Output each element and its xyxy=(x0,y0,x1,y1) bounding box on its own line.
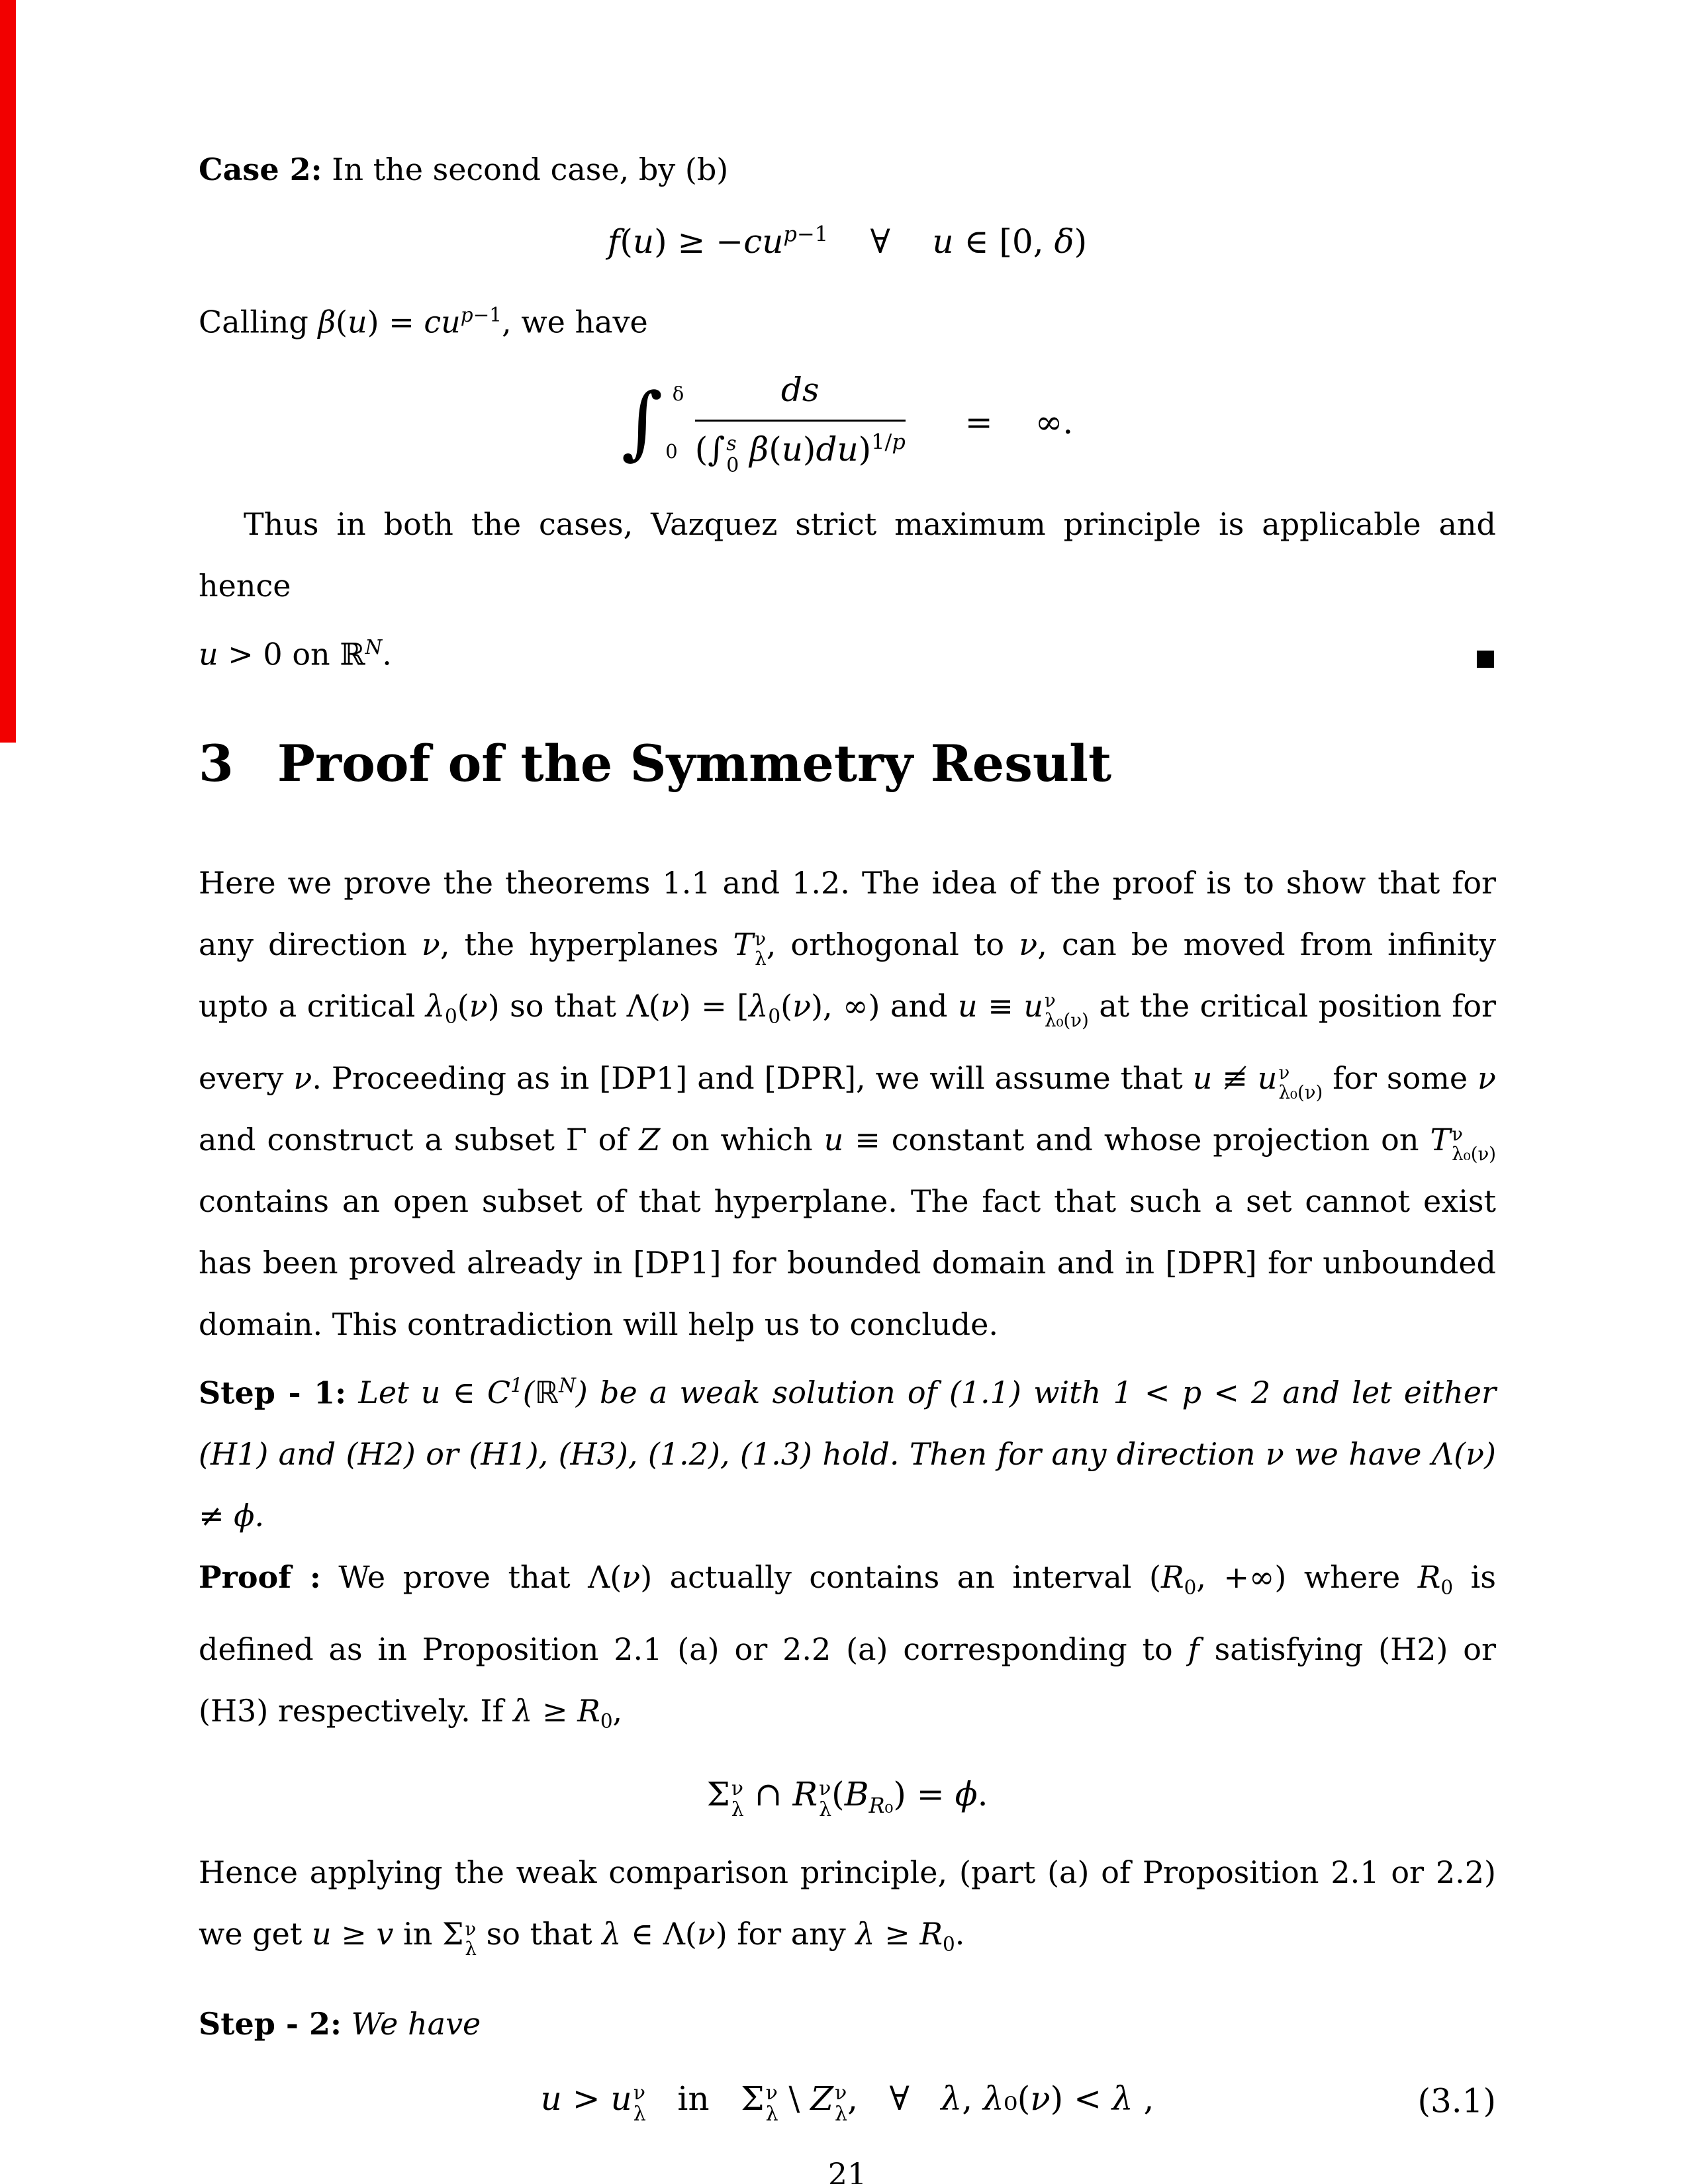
page-content xyxy=(199,0,1496,2184)
intro-paragraph: Here we prove the theorems 1.1 and 1.2. The idea of the proof is to show that for any direction ν, the hyperplanes T ν λ , orthogonal to ν, can be moved from infinity upto a critical $\lambda_0(\nu)$ so that $\Lambda(\nu) = [\lambda_0(\nu)$, ∞) and u ≡ u ν λ₀(ν) at the critical position for every ν. Proceeding as in [DP1] and [DPR], we will assume that u ≢ u ν λ₀(ν) for some ν and construct a subset Γ of Z on which u ≡ constant and whose projection on T ν λ₀(ν) contains an open subset of that hyperplane. The fact that such a set cannot exist has been proved already in [DP1] for bounded domain and in [DPR] for unbounded domain. This contradiction will help us to conclude. xyxy=(199,864,1497,1342)
infinity-symbol: ∞. xyxy=(1035,403,1074,442)
section-heading xyxy=(199,735,1496,792)
step2-label: Step - 2: xyxy=(199,2005,342,2042)
proof-text: We prove that Λ(ν) actually contains an interval ($R_0$, +∞) where $R_0$ is defined as in Proposition 2.1 (a) or 2.2 (a) corresponding to f satisfying (H2) or (H3) respectively. If $\lambda \ge R_0$, xyxy=(199,1559,1496,1733)
equals-sign: = xyxy=(964,403,993,442)
step2-text: We have xyxy=(351,2005,481,2042)
qed-square: ■ xyxy=(1474,644,1496,671)
calling-paragraph: Calling $\beta(u) = cu^{p-1}$, we have xyxy=(199,304,648,340)
equation-f-lower-bound xyxy=(199,220,1496,263)
conclusion-text: u > 0 on ℝ$^N$. xyxy=(199,636,392,672)
step2-paragraph xyxy=(199,1993,1496,2055)
thus-line: Thus in both the cases, Vazquez strict maximum principle is applicable and hence xyxy=(199,506,1496,604)
equation-number: (3.1) xyxy=(1417,2081,1496,2120)
integral-limits xyxy=(663,382,684,463)
integral-lower-limit: 0 xyxy=(665,439,678,463)
case2-text: In the second case, by (b) xyxy=(332,152,729,187)
hence-paragraph: Hence applying the weak comparison principle, (part (a) of Proposition 2.1 or 2.2) we get u ≥ v in Σ ν λ so that λ ∈ Λ(ν) for any $\lambda \ge R_0$. xyxy=(199,1854,1496,1960)
case2-paragraph xyxy=(199,139,1496,201)
equation-sigma-intersection: Σ ν λ ∩ R ν λ $(B_{R_0}) = \phi$. xyxy=(706,1774,988,1822)
fraction-numerator: ds xyxy=(695,369,906,422)
page-number: 21 xyxy=(827,2156,867,2184)
left-red-marker-bar xyxy=(0,0,16,743)
proof-label: Proof : xyxy=(199,1559,321,1596)
equation-3-1 xyxy=(199,2077,1496,2126)
integral-upper-limit: δ xyxy=(672,382,684,405)
equation-3-1-content: u > u ν λ in Σ ν λ \ Z ν λ , ∀ λ, λ₀(ν) < λ , xyxy=(540,2079,1154,2126)
section-number: 3 xyxy=(199,733,234,793)
step1-label: Step - 1: xyxy=(199,1375,347,1411)
proof-paragraph xyxy=(199,1547,1496,1752)
step1-paragraph xyxy=(199,1355,1496,1547)
step1-statement: Let u ∈ $C^1(ℝ^N)$ be a weak solution of (1.1) with 1 < p < 2 and let either (H1) and (H2) or (H1), (H3), (1.2), (1.3) hold. Then for any direction ν we have Λ(ν) ≠ ϕ. xyxy=(199,1374,1496,1534)
equation-integral xyxy=(199,369,1496,477)
integral-sign: ∫ xyxy=(621,376,663,469)
case2-label: Case 2: xyxy=(199,152,322,187)
fraction-denominator: (∫ s 0 β(u)du)$^{1/p}$ xyxy=(694,429,906,477)
conclusion-line xyxy=(199,617,1496,688)
fraction xyxy=(695,369,906,477)
equation-f-content: $f(u) \ge -cu^{p-1}$ ∀ u ∈ [0, δ) xyxy=(607,221,1088,261)
section-title: Proof of the Symmetry Result xyxy=(277,733,1112,793)
